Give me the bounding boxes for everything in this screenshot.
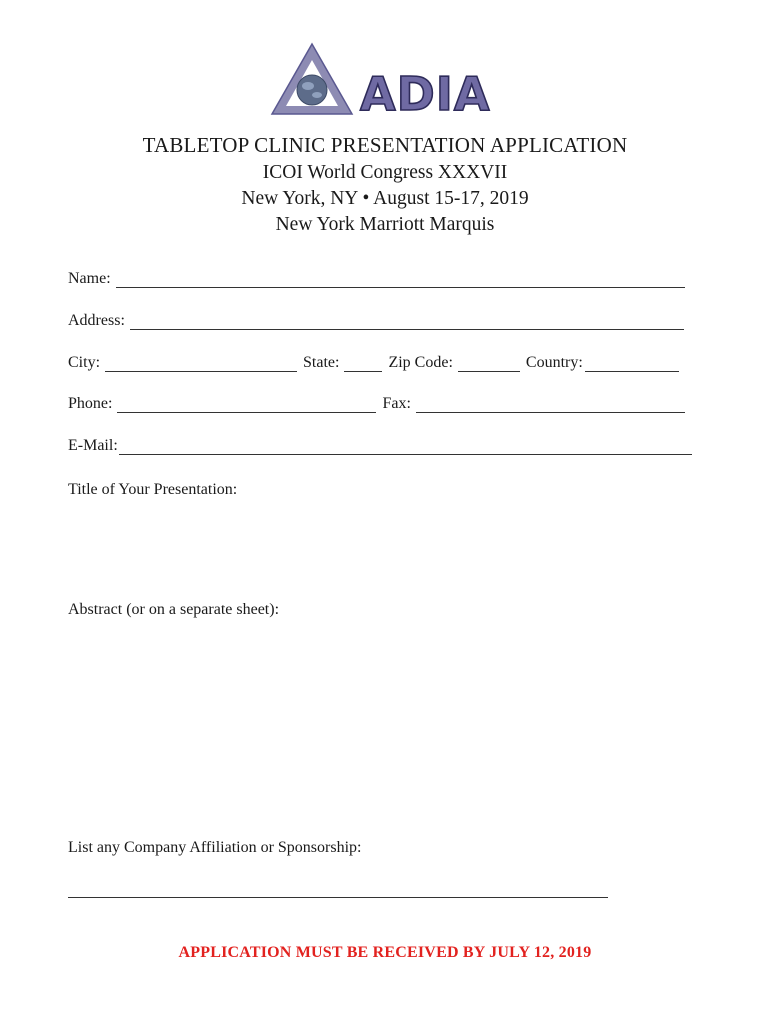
city-field[interactable]	[105, 355, 297, 372]
event-name: ICOI World Congress XXXVII	[262, 162, 508, 183]
abstract-label: Abstract (or on a separate sheet):	[68, 601, 280, 618]
phone-field[interactable]	[117, 396, 376, 413]
country-label: Country:	[525, 354, 583, 371]
country-field[interactable]	[585, 355, 679, 372]
sponsorship-label: List any Company Affiliation or Sponsorship:	[68, 839, 362, 856]
zip-field[interactable]	[458, 355, 520, 372]
event-location-date: New York, NY • August 15-17, 2019	[241, 188, 529, 209]
adia-logo	[268, 40, 508, 120]
sponsorship-field[interactable]	[68, 897, 608, 898]
city-state-row	[68, 350, 679, 372]
address-field[interactable]	[130, 313, 684, 330]
fax-field[interactable]	[416, 396, 685, 413]
adia-logo-graphic	[268, 40, 508, 120]
email-field[interactable]	[119, 438, 692, 455]
event-venue: New York Marriott Marquis	[275, 214, 495, 235]
presentation-title-label: Title of Your Presentation:	[68, 481, 238, 498]
address-label: Address:	[68, 312, 125, 329]
state-field[interactable]	[344, 355, 382, 372]
state-label: State:	[303, 354, 340, 371]
name-field[interactable]	[116, 271, 685, 288]
email-row	[68, 433, 692, 455]
zip-label: Zip Code:	[388, 354, 453, 371]
page-title: TABLETOP CLINIC PRESENTATION APPLICATION	[142, 133, 628, 157]
phone-fax-row	[68, 391, 685, 413]
logo-text: ADIA	[360, 67, 491, 120]
email-label: E-Mail:	[68, 437, 118, 454]
deadline-notice: APPLICATION MUST BE RECEIVED BY JULY 12, 2019	[178, 944, 592, 961]
name-row	[68, 266, 685, 288]
phone-label: Phone:	[68, 395, 113, 412]
address-row	[68, 308, 684, 330]
name-label: Name:	[68, 270, 111, 287]
city-label: City:	[68, 354, 101, 371]
fax-label: Fax:	[382, 395, 411, 412]
